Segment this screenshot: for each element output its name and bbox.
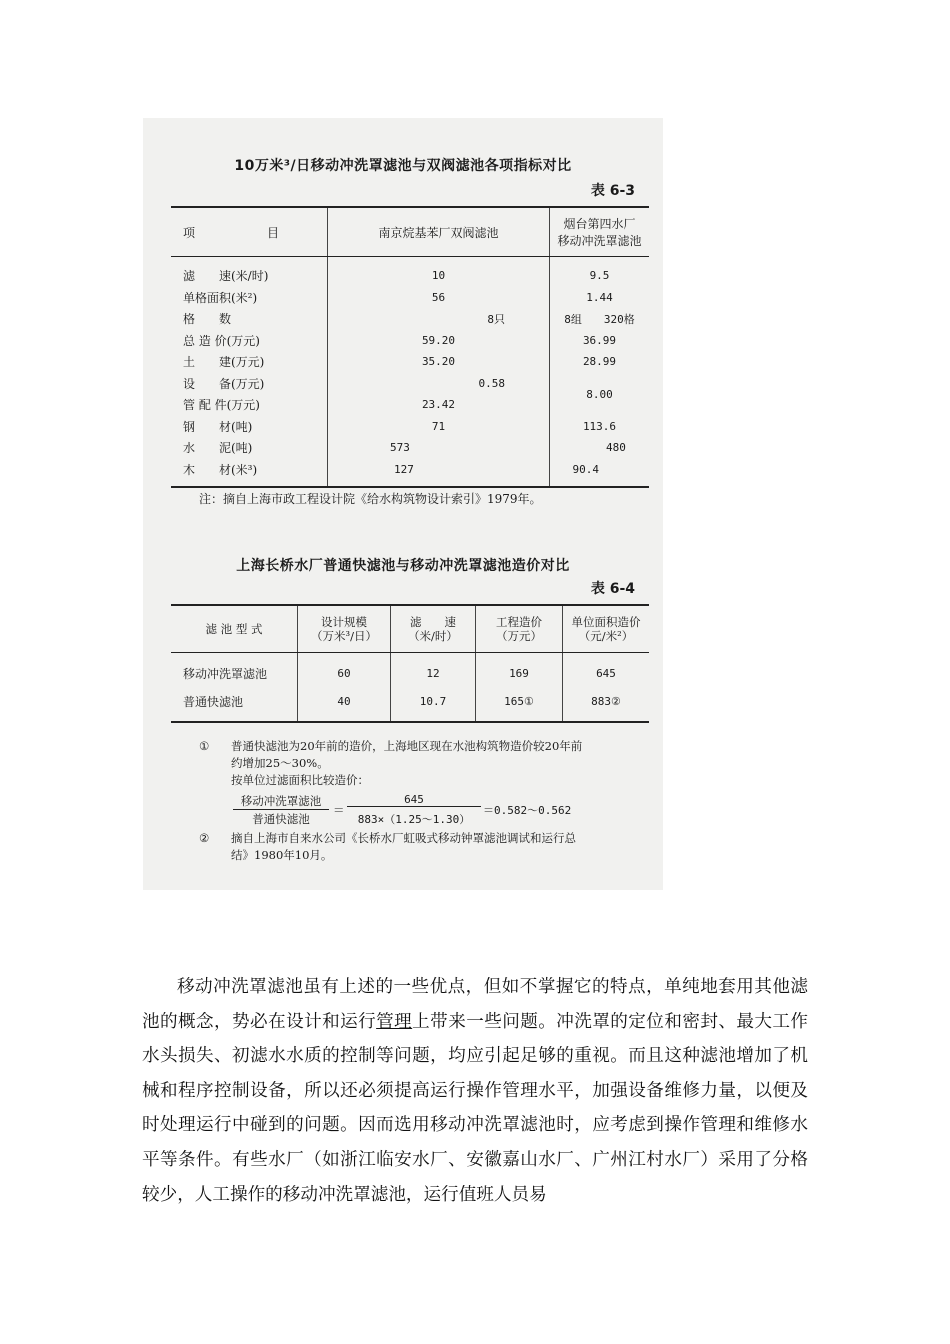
table-row: 管 配 件(万元) 23.42 [171, 394, 649, 416]
table-row: 普通快滤池 40 10.7 165① 883② [171, 687, 649, 722]
table-6-3-note: 注：摘自上海市政工程设计院《给水构筑物设计索引》1979年。 [199, 492, 542, 506]
header-unit-cost: 单位面积造价 （元/米²） [563, 605, 650, 653]
table-6-3-title: 10万米³/日移动冲洗罩滤池与双阀滤池各项指标对比 [234, 158, 572, 174]
header-yantai: 烟台第四水厂 移动冲洗罩滤池 [550, 207, 650, 257]
underlined-word: 管理 [376, 1011, 413, 1032]
footnote-1: ① 普通快滤池为20年前的造价，上海地区现在水池构筑物造价较20年前 约增加25～30%。 按单位过滤面积比较造价： [199, 739, 583, 787]
header-item: 项 目 [171, 207, 328, 257]
table-row: 设 备(万元) 0.58 8.00 [171, 373, 649, 395]
header-filter-type: 滤 池 型 式 [171, 605, 298, 653]
table-row: 移动冲洗罩滤池 60 12 169 645 [171, 653, 649, 688]
header-filter-speed: 滤 速 （米/时） [391, 605, 476, 653]
table-row: 滤 速(米/时) 10 9.5 [171, 257, 649, 287]
header-project-cost: 工程造价 （万元） [476, 605, 563, 653]
table-row: 土 建(万元) 35.20 28.99 [171, 351, 649, 373]
table-6-4-title: 上海长桥水厂普通快滤池与移动冲洗罩滤池造价对比 [236, 558, 570, 574]
table-row: 水 泥(吨) 573 480 [171, 437, 649, 459]
table-row: 单格面积(米²) 56 1.44 [171, 287, 649, 309]
body-paragraph: 移动冲洗罩滤池虽有上述的一些优点，但如不掌握它的特点，单纯地套用其他滤池的概念，势必在设计和运行管理上带来一些问题。冲洗罩的定位和密封、最大工作水头损失、初滤水水质的控制等问题，均应引起足够的重视。而且这种滤池增加了机械和程序控制设备，所以还必须提高运行操作管理水平，加强设备维修力量，以便及时处理运行中碰到的问题。因而选用移动冲洗罩滤池时，应考虑到操作管理和维修水平等条件。有些水厂（如浙江临安水厂、安徽嘉山水厂、广州江村水厂）采用了分格较少，人工操作的移动冲洗罩滤池，运行值班人员易 [142, 977, 808, 1205]
table-6-3 [171, 206, 649, 488]
table-header-row [171, 207, 649, 257]
table-header-row [171, 605, 649, 653]
table-6-4 [171, 604, 649, 723]
footnote-2: ② 摘自上海市自来水公司《长桥水厂虹吸式移动钟罩滤池调试和运行总 结》1980年10月。 [199, 831, 576, 862]
table-row: 格 数 8只 8组 320格 [171, 308, 649, 330]
scanned-table-image: 10万米³/日移动冲洗罩滤池与双阀滤池各项指标对比 表 6-3 项 目 南京烷基苯厂双阀滤池 烟台第四水厂 移动冲洗罩滤池 滤 速(米/时) 10 9.5 单格面积(米²) 56 1.44 格 数 8只 8组 320格 总 造 价(万元) 59.20 36.99 土 建(万元) 35.20 28.99 设 备(万元) 0.58 8.00 管 配 件(万元) 23.42 钢 材(吨) 71 113.6 水 泥(吨) 573 480 木 材(米³) 127 90.4 注：摘自上海市政工程设计院《给水构筑物设计索引》1979年。 上海长桥水厂普通快滤池与移动冲洗罩滤池造价对比 表 6-4 滤 池 型 式 设计规模 （万米³/日） 滤 速 （米/时） 工程造价 （万元） 单位面积造价 （元/米²） 移动冲洗罩滤池 60 12 169 645 普通快滤池 40 10.7 165① 883② ① 普通快滤池为20年前的造价，上海地区现在水池构筑物造价较20年前 约增加25～30%。 按单位过滤面积比较造价： 移动冲洗罩滤池 普通快滤池 ＝ 645 883×（1.25～1.30） ＝0.582～0.562 ② 摘自上海市自来水公司《长桥水厂虹吸式移动钟罩滤池调试和运行总 结》1980年10月。 [143, 118, 663, 890]
header-design-scale: 设计规模 （万米³/日） [298, 605, 391, 653]
table-6-4-tag: 表 6-4 [590, 581, 635, 597]
header-nanjing: 南京烷基苯厂双阀滤池 [328, 207, 550, 257]
table-6-3-tag: 表 6-3 [590, 183, 635, 199]
table-row: 钢 材(吨) 71 113.6 [171, 416, 649, 438]
table-row: 木 材(米³) 127 90.4 [171, 459, 649, 488]
table-row: 总 造 价(万元) 59.20 36.99 [171, 330, 649, 352]
